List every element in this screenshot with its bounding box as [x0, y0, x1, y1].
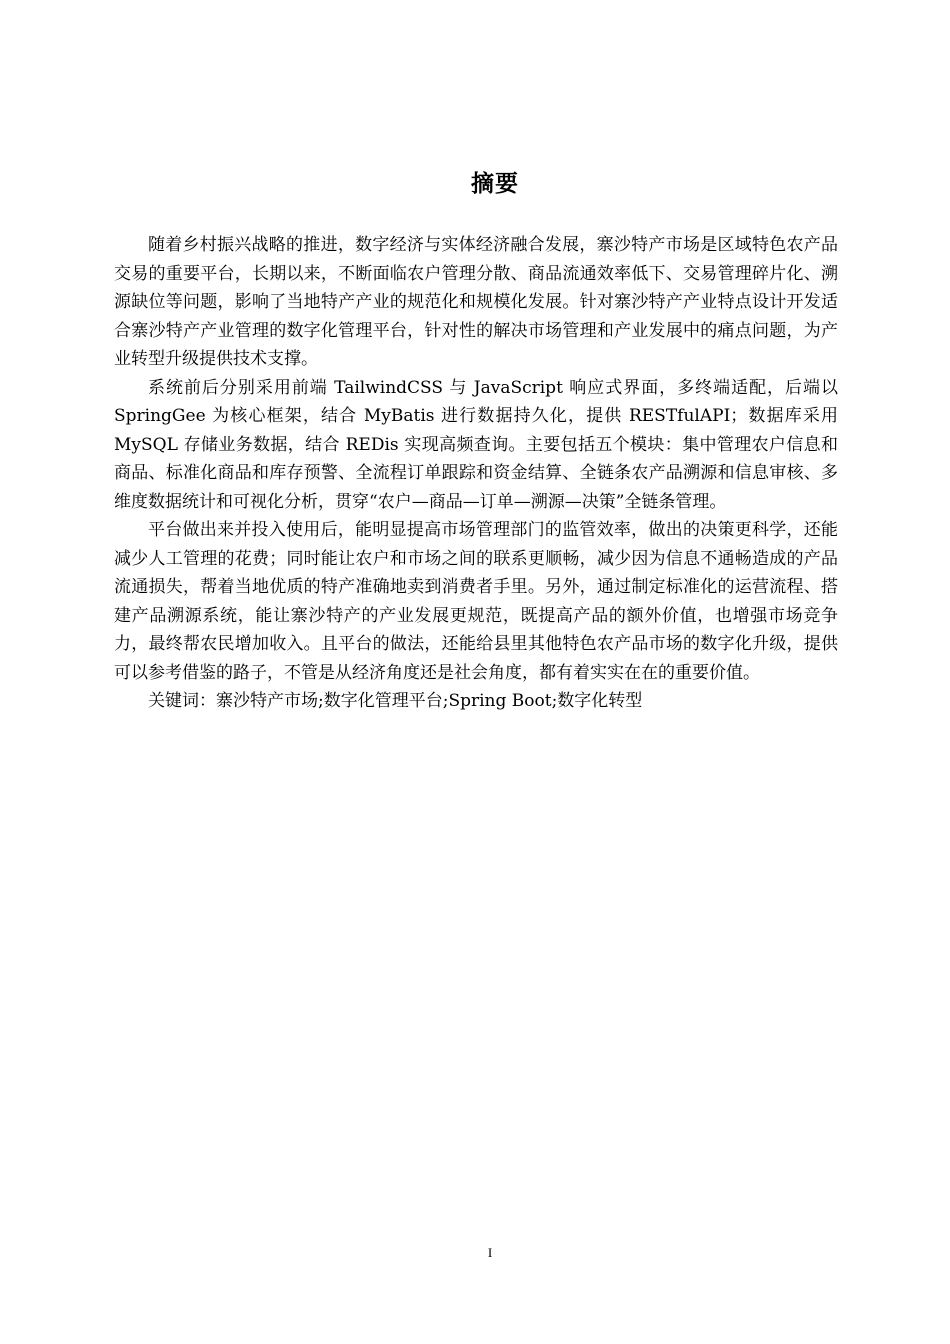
abstract-paragraph-2: 系统前后分别采用前端 TailwindCSS 与 JavaScript 响应式界面，多终端适配，后端以 SpringGee 为核心框架，结合 MyBatis 进行数据持久化，提供 RESTfulAPI；数据库采用 MySQL 存储业务数据，结合 REDis 实现高频查询。主要包括五个模块：集中管理农户信息和商品、标准化商品和库存预警、全流程订单跟踪和资金结算、全链条农产品溯源和信息审核、多维度数据统计和可视化分析，贯穿“农户—商品—订单—溯源—决策”全链条管理。 — [114, 377, 838, 512]
page-number: I — [487, 1245, 493, 1260]
keywords-label: 关键词： — [148, 691, 216, 711]
abstract-body — [114, 231, 838, 716]
keywords-line — [114, 687, 838, 716]
abstract-paragraph-3: 平台做出来并投入使用后，能明显提高市场管理部门的监管效率，做出的决策更科学，还能减少人工管理的花费；同时能让农户和市场之间的联系更顺畅，减少因为信息不通畅造成的产品流通损失，帮着当地优质的特产准确地卖到消费者手里。另外，通过制定标准化的运营流程、搭建产品溯源系统，能让寨沙特产的产业发展更规范，既提高产品的额外价值，也增强市场竞争力，最终帮农民增加收入。且平台的做法，还能给县里其他特色农产品市场的数字化升级，提供可以参考借鉴的路子，不管是从经济角度还是社会角度，都有着实实在在的重要价值。 — [114, 520, 838, 683]
abstract-title: 摘要 — [471, 171, 519, 197]
abstract-paragraph-1: 随着乡村振兴战略的推进，数字经济与实体经济融合发展，寨沙特产市场是区域特色农产品交易的重要平台，长期以来，不断面临农户管理分散、商品流通效率低下、交易管理碎片化、溯源缺位等问题，影响了当地特产产业的规范化和规模化发展。针对寨沙特产产业特点设计开发适合寨沙特产产业管理的数字化管理平台，针对性的解决市场管理和产业发展中的痛点问题，为产业转型升级提供技术支撑。 — [114, 235, 838, 369]
keywords-text: 寨沙特产市场;数字化管理平台;Spring Boot;数字化转型 — [216, 691, 643, 711]
